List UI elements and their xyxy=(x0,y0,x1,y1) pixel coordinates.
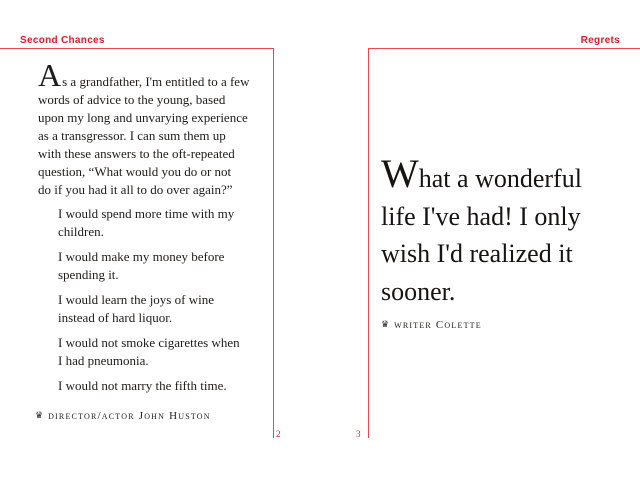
raised-initial-cap: A xyxy=(38,57,62,93)
lead-line: as a transgressor. I can sum them up xyxy=(38,128,226,143)
left-page-number: 2 xyxy=(276,429,281,439)
left-attribution xyxy=(35,410,211,422)
lead-line: question, “What would you do or not xyxy=(38,164,232,179)
list-item: I would not smoke cigarettes when I had pneumonia. xyxy=(58,335,240,368)
right-page-quote xyxy=(381,151,582,310)
quote-line: wish I'd realized it xyxy=(381,239,573,268)
lead-line: words of advice to the young, based xyxy=(38,92,226,107)
lead-line: upon my long and unvarying experience xyxy=(38,110,248,125)
lead-line: do if you had it all to do over again?” xyxy=(38,182,233,197)
raised-initial-cap: W xyxy=(381,151,419,196)
left-page-body xyxy=(38,57,268,402)
right-page-number: 3 xyxy=(356,429,361,439)
lead-paragraph xyxy=(38,57,268,199)
right-running-head: Regrets xyxy=(580,35,620,46)
attribution-text: writer Colette xyxy=(394,319,482,331)
answers-list xyxy=(38,205,268,395)
quote-line: What a wonderful xyxy=(381,151,582,196)
list-item: I would make my money before spending it. xyxy=(58,249,225,282)
list-item: I would spend more time with my children. xyxy=(58,206,235,239)
quote-line: life I've had! I only xyxy=(381,201,581,231)
list-item: I would learn the joys of wine instead of hard liquor. xyxy=(58,292,214,325)
attribution-text: director/actor John Huston xyxy=(48,410,211,422)
list-item: I would not marry the fifth time. xyxy=(58,378,227,393)
lead-line: with these answers to the oft-repeated xyxy=(38,146,235,161)
right-attribution xyxy=(381,319,482,331)
crown-icon: ♛ xyxy=(381,320,390,330)
lead-line: As a grandfather, I'm entitled to a few xyxy=(38,57,250,93)
crown-icon: ♛ xyxy=(35,411,44,421)
left-running-head: Second Chances xyxy=(20,35,105,46)
quote-line: sooner. xyxy=(381,276,456,306)
